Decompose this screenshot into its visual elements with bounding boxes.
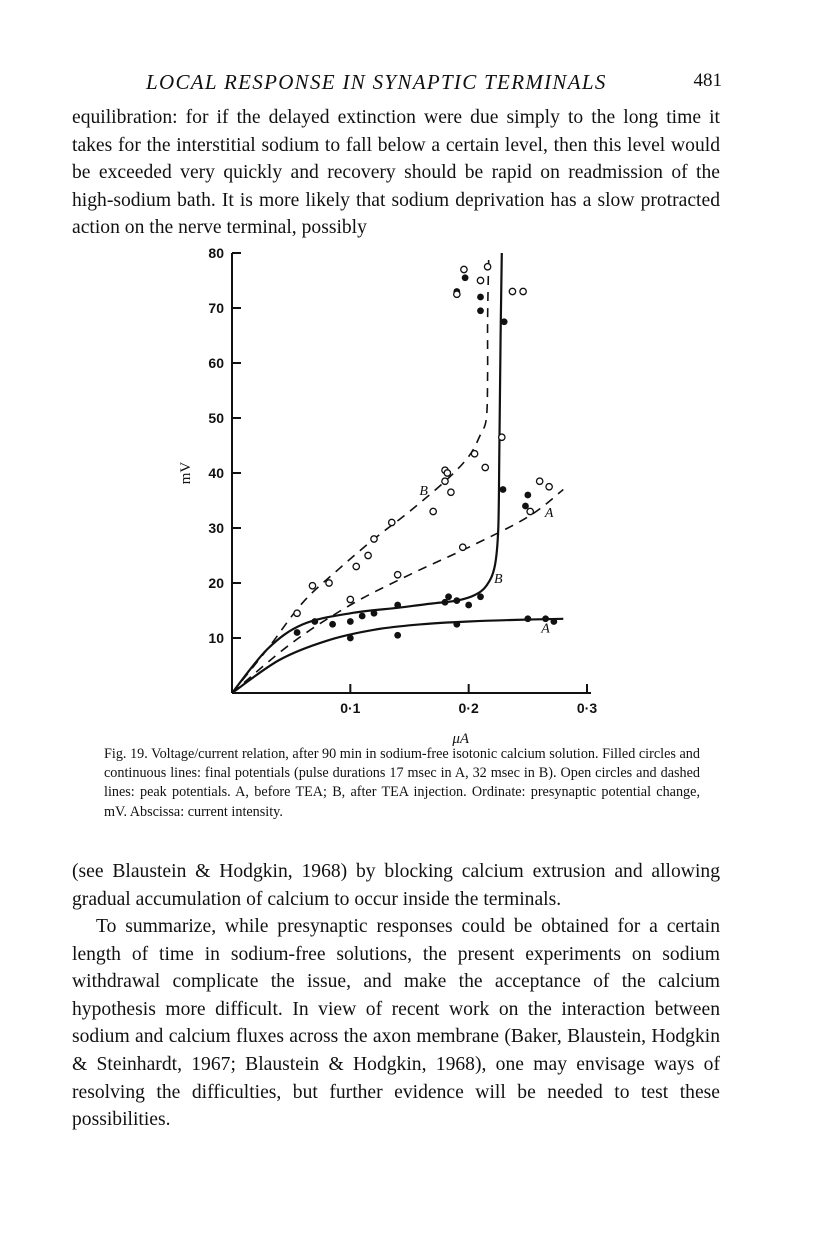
curve-label-b: B [419,484,428,499]
open-data-point [520,288,526,294]
paragraph-1: equilibration: for if the delayed extinction were due simply to the long time it takes for the interstitial sodium to fall below a certain level, then this level would be exceeded very quickly and recovery should be rapid on readmission of the high-sodium bath. It is more likely that sodium deprivation has a slow protracted action on the nerve terminal, possibly [72,107,720,239]
open-data-point [347,596,353,602]
open-data-point [460,544,466,550]
chart-labels [178,462,554,747]
filled-data-point [453,621,460,628]
open-data-point [309,583,315,589]
open-data-point [326,580,332,586]
open-data-point [371,536,377,542]
open-data-point [448,489,454,495]
chart-curves [232,253,563,693]
open-data-point [394,572,400,578]
open-data-point [430,508,436,514]
y-tick-label: 20 [208,575,224,591]
y-tick-label: 40 [208,465,224,481]
x-tick-label: 0·1 [340,700,361,716]
open-data-point [499,434,505,440]
paragraph-3: To summarize, while presynaptic responses could be obtained for a certain length of time in sodium-free solutions, the present experiments on sodium withdrawal complicate the issue, and make the acceptance of the calcium hypothesis more difficult. In view of recent work on the interaction between sodium and calcium fluxes across the axon membrane (Baker, Blaustein, Hodgkin & Steinhardt, 1967; Blaustein & Hodgkin, 1968), one may envisage ways of resolving the difficulties, but further evidence will be needed to test these possibilities. [72,916,720,1131]
filled-data-point [524,615,531,622]
y-tick-label: 70 [208,300,224,316]
filled-data-point [522,503,529,510]
open-data-point [482,464,488,470]
filled-data-point [394,632,401,639]
open-data-point [509,288,515,294]
open-data-point [536,478,542,484]
filled-data-point [465,602,472,609]
voltage-current-chart [170,238,640,747]
filled-data-point [311,618,318,625]
filled-data-point [524,492,531,499]
y-tick-label: 60 [208,355,224,371]
open-data-point [471,451,477,457]
y-axis-label: mV [178,461,194,485]
filled-data-point [453,597,460,604]
page-header [72,70,722,100]
filled-data-point [477,294,484,301]
filled-data-point [371,610,378,617]
filled-data-point [347,618,354,625]
y-tick-label: 10 [208,630,224,646]
open-data-point [546,484,552,490]
open-data-point [527,508,533,514]
x-tick-label: 0·2 [458,700,479,716]
paragraph-2: (see Blaustein & Hodgkin, 1968) by blocking calcium extrusion and allowing gradual accumulation of calcium to occur inside the terminals. [72,861,720,910]
filled-data-point [347,635,354,642]
filled-data-point [359,613,366,620]
filled-data-point [394,602,401,609]
figure-19 [170,238,640,747]
chart-points [294,264,558,642]
filled-data-point [462,274,469,281]
x-tick-label: 0·3 [576,700,598,716]
curve-label-b: B [493,572,503,587]
running-title: LOCAL RESPONSE IN SYNAPTIC TERMINALS [146,70,607,94]
open-data-point [365,552,371,558]
open-data-point [389,519,395,525]
y-tick-label: 80 [208,245,224,261]
open-data-point [484,264,490,270]
x-axis-label: μA [452,731,470,747]
y-tick-label: 50 [208,410,224,426]
open-data-point [353,563,359,569]
filled-data-point [550,618,557,625]
filled-data-point [445,593,452,600]
curve-label-a: A [544,506,554,521]
open-data-point [442,478,448,484]
filled-data-point [477,593,484,600]
filled-data-point [500,486,507,493]
curve-label-a: A [541,621,550,637]
figure-caption: Fig. 19. Voltage/current relation, after 90 min in sodium-free isotonic calcium solution. Filled circles and continuous lines: final potentials (pulse durations 17 msec in A, 32 msec in B). Open circles and dashed lines: peak potentials. A, before TEA; B, after TEA injection. Ordinate: presynaptic potential change, mV. Abscissa: current intensity. [104,746,700,820]
open-data-point [294,610,300,616]
y-tick-label: 30 [208,520,224,536]
open-data-point [477,277,483,283]
filled-data-point [329,621,336,628]
open-data-point [444,470,450,476]
open-data-point [461,266,467,272]
page-number: 481 [693,70,722,91]
curve-b-solid [232,253,502,693]
filled-data-point [294,629,301,636]
filled-data-point [477,307,484,314]
filled-data-point [501,318,508,325]
open-data-point [454,291,460,297]
